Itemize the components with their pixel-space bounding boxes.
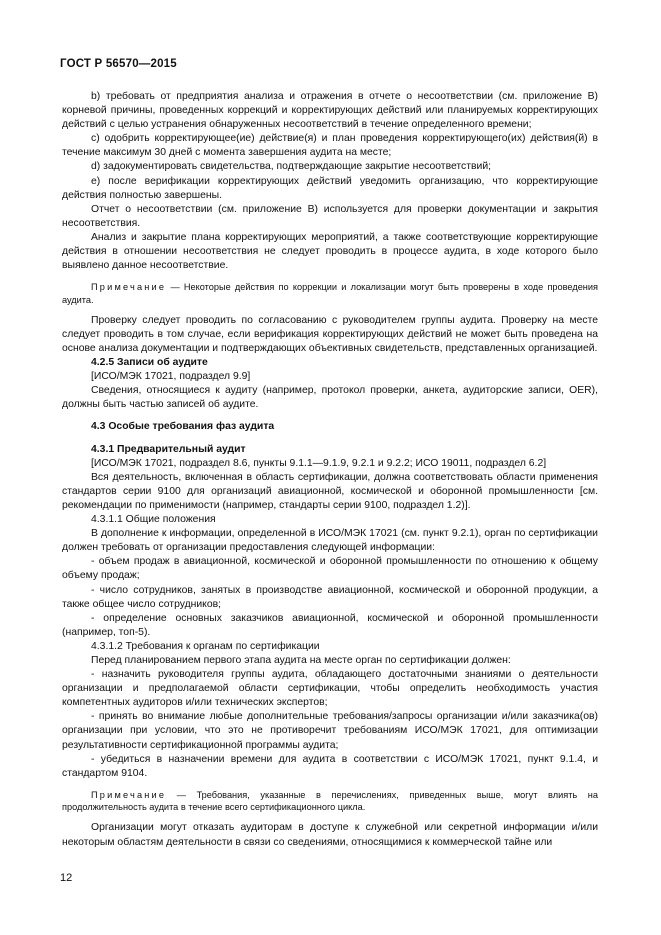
heading-4-3: 4.3 Особые требования фаз аудита bbox=[91, 421, 275, 433]
heading-4-3-1-1: 4.3.1.1 Общие положения bbox=[91, 514, 216, 526]
list-item: - назначить руководителя группы аудита, обладающего достаточными знаниями о деятельности организации и предполагаемой области сертификации, чтобы определить необходимость участия компетентных аудиторов и/или технических экспертов; bbox=[62, 669, 598, 709]
note-1-label: Примечание bbox=[91, 282, 167, 293]
page-number: 12 bbox=[60, 872, 73, 884]
item-c: c) одобрить корректирующее(ие) действие(я) и план проведения корректирующего(их) действия(й) в течение максимум 30 дней с момента завершения аудита на месте; bbox=[62, 133, 598, 159]
list-item: - объем продаж в авиационной, космической и оборонной промышленности по отношению к общему объему продаж; bbox=[62, 556, 598, 582]
note-1 bbox=[62, 281, 598, 306]
paragraph-4-3-1-2: Перед планированием первого этапа аудита на месте орган по сертификации должен: bbox=[91, 654, 511, 666]
paragraph-4-3-1: Вся деятельность, включенная в область сертификации, должна соответствовать области применения стандартов серии 9100 для организаций авиационной, космической и оборонной промышленности [см. рекомендации по применимости (например, стандарты серии 9100, подраздел 1.2)]. bbox=[62, 471, 598, 511]
list-item: - определение основных заказчиков авиационной, космической и оборонной промышленности (например, топ-5). bbox=[62, 612, 598, 638]
paragraph-verification: Проверку следует проводить по согласованию с руководителем группы аудита. Проверку на месте следует проводить в том случае, если верификация корректирующих действий не может быть проведена на основе анализа документации и подтверждающих объективных свидетельств, представленных организацией. bbox=[62, 314, 598, 354]
note-2-text: — Требования, указанные в перечислениях, приведенных выше, могут влиять на продолжительность аудита в течение всего сертификационного цикла. bbox=[62, 789, 598, 813]
paragraph-refuse: Организации могут отказать аудиторам в доступе к служебной или секретной информации и/или некоторым областям деятельности в связи со сведениями, относящимися к коммерческой тайне или bbox=[62, 822, 598, 848]
note-1-text: — Некоторые действия по коррекции и локализации могут быть проверены в ходе проведения аудита. bbox=[62, 282, 598, 305]
list-item: - убедиться в назначении времени для аудита в соответствии с ИСО/МЭК 17021, пункт 9.1.4, и стандартом 9104. bbox=[62, 753, 598, 779]
list-item: - число сотрудников, занятых в производстве авиационной, космической и оборонной продукции, а также общее число сотрудников; bbox=[62, 584, 598, 610]
paragraph-analysis: Анализ и закрытие плана корректирующих мероприятий, а также соответствующие корректирующие действия в отношении несоответствия не следует проводить в процессе аудита, в ходе которого было выявлено данное несоответствие. bbox=[62, 231, 598, 272]
item-e: e) после верификации корректирующих действий уведомить организацию, что корректирующие действия полностью завершены. bbox=[62, 175, 598, 201]
reference-4-3-1: [ИСО/МЭК 17021, подраздел 8.6, пункты 9.1.1—9.1.9, 9.2.1 и 9.2.2; ИСО 19011, подраздел 6.2] bbox=[91, 457, 547, 469]
paragraph-4-3-1-1: В дополнение к информации, определенной в ИСО/МЭК 17021 (см. пункт 9.2.1), орган по сертификации должен требовать от организации предоставления следующей информации: bbox=[62, 528, 598, 554]
page-body bbox=[62, 90, 598, 850]
paragraph-report: Отчет о несоответствии (см. приложение В) используется для проверки документации и закрытия несоответствия. bbox=[62, 203, 598, 229]
note-2-label: Примечание bbox=[91, 789, 167, 800]
heading-4-2-5: 4.2.5 Записи об аудите bbox=[91, 357, 208, 369]
item-d: d) задокументировать свидетельства, подтверждающие закрытие несоответствий; bbox=[91, 161, 492, 173]
heading-4-3-1-2: 4.3.1.2 Требования к органам по сертификации bbox=[91, 640, 320, 652]
note-2 bbox=[62, 789, 598, 814]
heading-4-3-1: 4.3.1 Предварительный аудит bbox=[91, 443, 246, 455]
item-b: b) требовать от предприятия анализа и отражения в отчете о несоответствии (см. приложение В) корневой причины, проведенных коррекций и корректирующих действий или планируемых корректирующих действий с целью устранения обнаруженных несоответствий в течение определенного времени; bbox=[62, 91, 598, 131]
list-item: - принять во внимание любые дополнительные требования/запросы организации и/или заказчика(ов) организации при условии, что это не противоречит требованиям ИСО/МЭК 17021, для оптимизации результативности сертификационной программы аудита; bbox=[62, 711, 598, 751]
paragraph-4-2-5: Сведения, относящиеся к аудиту (например, протокол проверки, анкета, аудиторские записи, OER), должны быть частью записей об аудите. bbox=[62, 385, 598, 411]
document-header: ГОСТ Р 56570—2015 bbox=[60, 58, 177, 70]
reference-4-2-5: [ИСО/МЭК 17021, подраздел 9.9] bbox=[91, 371, 251, 383]
